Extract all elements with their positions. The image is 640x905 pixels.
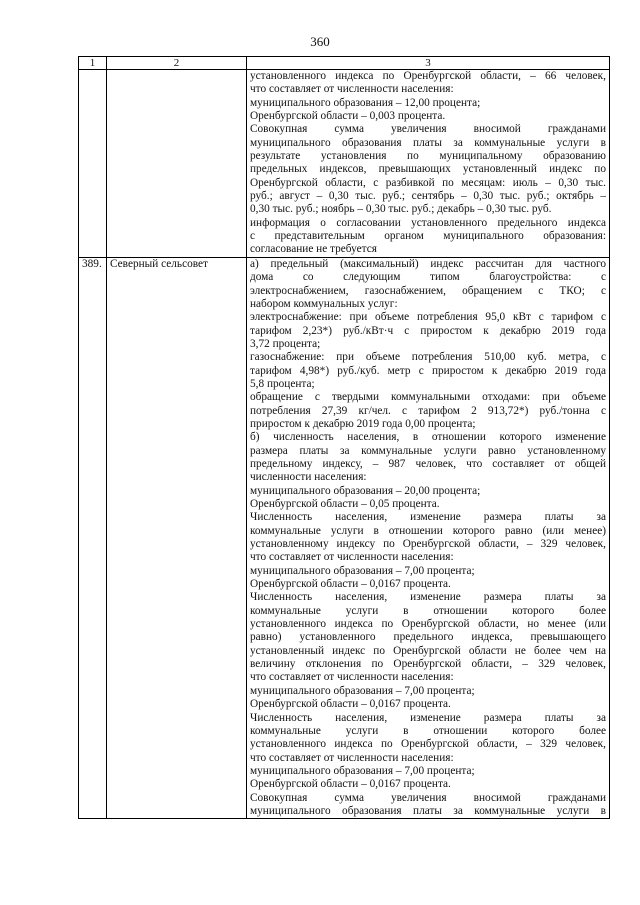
table-header-row bbox=[79, 57, 610, 70]
text-line: коммунальные услуги в отношении которого более bbox=[250, 604, 606, 617]
text-line: предельному индексу, – 987 человек, что составляет от общей bbox=[250, 457, 606, 470]
text-line: муниципального образования – 20,00 процента; bbox=[250, 484, 481, 497]
text-line: набором коммунальных услуг: bbox=[250, 297, 398, 310]
text-line: муниципального образования – 7,00 процента; bbox=[250, 564, 475, 577]
text-line: численности населения: bbox=[250, 471, 367, 484]
text-line: размера платы за коммунальные услуги равно установленному bbox=[250, 444, 606, 457]
row-name bbox=[107, 70, 247, 258]
text-line: Оренбургской области, с разбивкой по месяцам: июль – 0,30 тыс. bbox=[250, 176, 606, 189]
text-line: Оренбургской области – 0,003 процента. bbox=[250, 110, 446, 123]
row-content bbox=[247, 70, 610, 258]
text-line: б) численность населения, в отношении которого изменение bbox=[250, 431, 606, 444]
text-line: руб.; август – 0,30 тыс. руб.; сентябрь – 0,30 тыс. руб.; октябрь – bbox=[250, 190, 606, 203]
page-number: 360 bbox=[310, 34, 330, 49]
text-line: электроснабжение: при объеме потребления 95,0 кВт с тарифом с bbox=[250, 311, 606, 324]
text-line: установленному индексу по Оренбургской области, – 329 человек, bbox=[250, 538, 606, 551]
text-line: а) предельный (максимальный) индекс рассчитан для частного bbox=[250, 257, 606, 270]
table-row bbox=[79, 257, 610, 818]
row-number: 389. bbox=[79, 257, 107, 818]
text-line: 5,8 процента; bbox=[250, 377, 315, 390]
column-header-1: 1 bbox=[79, 57, 107, 70]
column-header-2: 2 bbox=[107, 57, 247, 70]
text-line: установленного индекса по Оренбургской области, – 66 человек, bbox=[250, 70, 606, 82]
text-line: результате установления по муниципальному образованию bbox=[250, 150, 606, 163]
row-content bbox=[247, 257, 610, 818]
text-line: установленный индекс по Оренбургской области не более чем на bbox=[250, 644, 606, 657]
text-line: тарифом 2,23*) руб./кВт·ч с приростом к декабрю 2019 года bbox=[250, 324, 606, 337]
text-line: приростом к декабрю 2019 года 0,00 процента; bbox=[250, 417, 476, 430]
text-line: Численность населения, изменение размера платы за bbox=[250, 711, 606, 724]
table-row bbox=[79, 70, 610, 258]
text-line: что составляет от численности населения: bbox=[250, 751, 454, 764]
text-line: Оренбургской области – 0,0167 процента. bbox=[250, 698, 451, 711]
text-line: Численность населения, изменение размера платы за bbox=[250, 591, 606, 604]
text-line: предельных индексов, превышающих установленный индекс по bbox=[250, 163, 606, 176]
text-line: Численность населения, изменение размера платы за bbox=[250, 511, 606, 524]
text-line: газоснабжение: при объеме потребления 510,00 куб. метра, с bbox=[250, 351, 606, 364]
text-line: величину отклонения по Оренбургской области, – 329 человек, bbox=[250, 658, 606, 671]
text-line: потребления 27,39 кг/чел. с тарифом 2 913,72*) руб./тонна с bbox=[250, 404, 606, 417]
text-line: электроснабжением, газоснабжением, обращением с ТКО; с bbox=[250, 284, 606, 297]
text-line: информация о согласовании установленного предельного индекса bbox=[250, 216, 606, 229]
text-line: что составляет от численности населения: bbox=[250, 671, 454, 684]
text-line: муниципального образования платы за коммунальные услуги в bbox=[250, 136, 606, 149]
text-line: обращение с твердыми коммунальными отходами: при объеме bbox=[250, 391, 606, 404]
row-number bbox=[79, 70, 107, 258]
text-line: Совокупная сумма увеличения вносимой гражданами bbox=[250, 791, 606, 804]
text-line: коммунальные услуги в отношении которого более bbox=[250, 724, 606, 737]
text-line: установленного индекса по Оренбургской области, но менее (или bbox=[250, 618, 606, 631]
text-line: согласование не требуется bbox=[250, 243, 377, 256]
text-line: Совокупная сумма увеличения вносимой гражданами bbox=[250, 123, 606, 136]
column-header-3: 3 bbox=[247, 57, 610, 70]
text-line: муниципального образования – 12,00 процента; bbox=[250, 96, 481, 109]
text-line: тарифом 4,98*) руб./куб. метр с приростом к декабрю 2019 года bbox=[250, 364, 606, 377]
text-line: 3,72 процента; bbox=[250, 337, 321, 350]
text-line: Оренбургской области – 0,0167 процента. bbox=[250, 778, 451, 791]
text-line: Оренбургской области – 0,0167 процента. bbox=[250, 578, 451, 591]
text-line: муниципального образования – 7,00 процента; bbox=[250, 684, 475, 697]
text-line: с представительным органом муниципального образования: bbox=[250, 230, 606, 243]
text-line: дома со следующим типом благоустройства: с bbox=[250, 271, 606, 284]
text-line: Оренбургской области – 0,05 процента. bbox=[250, 498, 440, 510]
text-line: что составляет от численности населения: bbox=[250, 83, 454, 96]
text-line: установленного индекса по Оренбургской области, – 329 человек, bbox=[250, 738, 606, 751]
text-line: коммунальные услуги в отношении которого равно (или менее) bbox=[250, 524, 606, 537]
text-line: муниципального образования – 7,00 процента; bbox=[250, 764, 475, 777]
document-table bbox=[78, 56, 610, 819]
text-line: равно) установленного предельного индекса, превышающего bbox=[250, 631, 606, 644]
text-line: 0,30 тыс. руб.; ноябрь – 0,30 тыс. руб.; декабрь – 0,30 тыс. руб. bbox=[250, 203, 552, 216]
text-line: муниципального образования платы за коммунальные услуги в bbox=[250, 804, 606, 817]
text-line: что составляет от численности населения: bbox=[250, 551, 454, 564]
row-name: Северный сельсовет bbox=[107, 257, 247, 818]
